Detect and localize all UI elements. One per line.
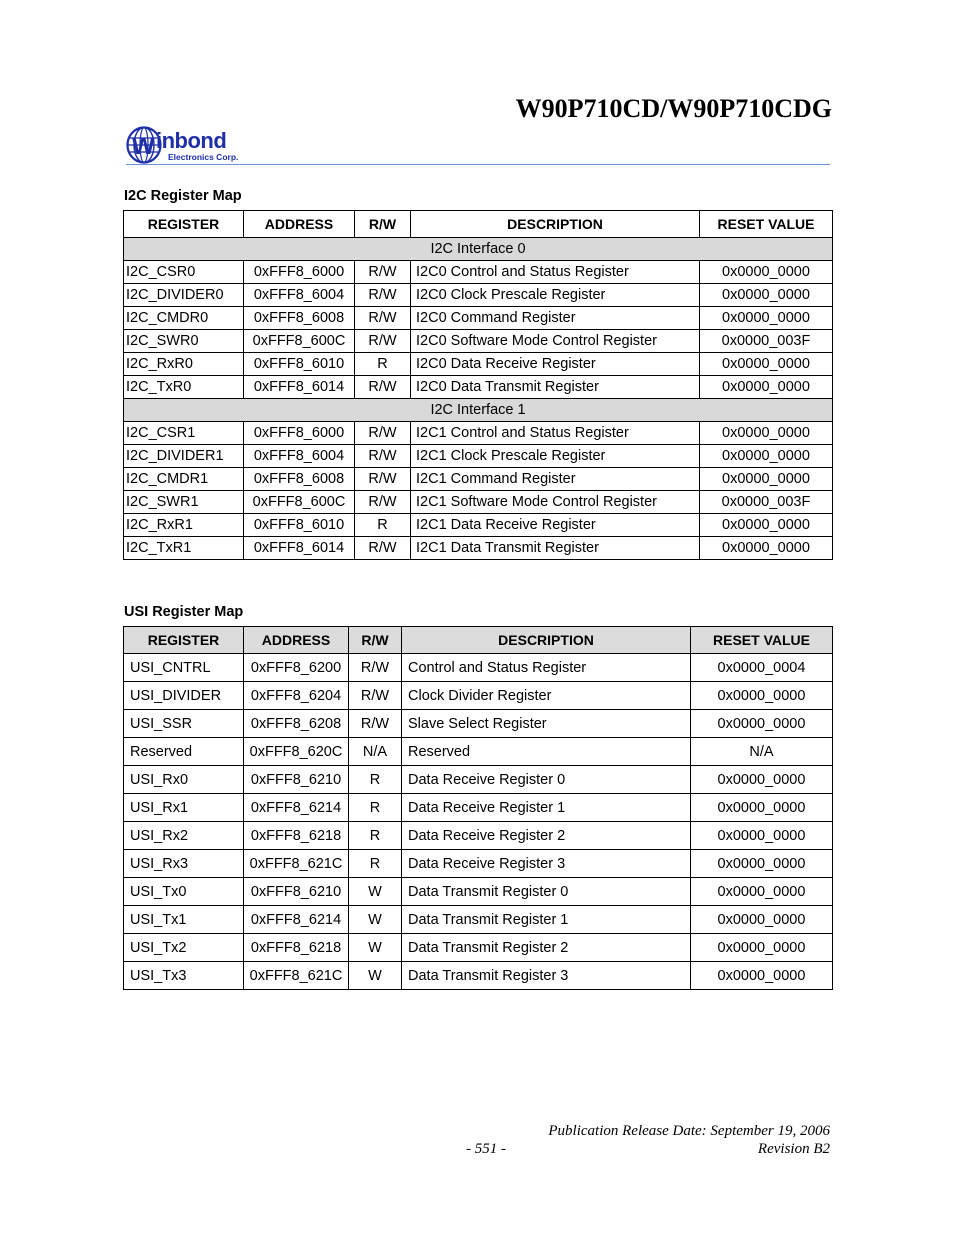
cell-rw: R/W bbox=[349, 654, 402, 682]
cell-description: Slave Select Register bbox=[402, 710, 691, 738]
cell-register: USI_Rx0 bbox=[124, 766, 244, 794]
cell-register: I2C_RxR1 bbox=[124, 514, 244, 537]
cell-description: I2C0 Clock Prescale Register bbox=[411, 284, 700, 307]
cell-register: I2C_SWR1 bbox=[124, 491, 244, 514]
cell-rw: R/W bbox=[355, 537, 411, 560]
cell-description: I2C1 Software Mode Control Register bbox=[411, 491, 700, 514]
cell-register: I2C_CMDR0 bbox=[124, 307, 244, 330]
cell-reset-value: 0x0000_0000 bbox=[700, 422, 833, 445]
cell-register: I2C_CMDR1 bbox=[124, 468, 244, 491]
cell-register: I2C_TxR0 bbox=[124, 376, 244, 399]
logo-subtitle: Electronics Corp. bbox=[168, 152, 239, 162]
cell-description: I2C1 Command Register bbox=[411, 468, 700, 491]
table-row bbox=[124, 710, 833, 738]
cell-description: Control and Status Register bbox=[402, 654, 691, 682]
publication-date: Publication Release Date: September 19, 2006 bbox=[548, 1123, 830, 1139]
col-description: DESCRIPTION bbox=[402, 627, 691, 654]
cell-register: USI_SSR bbox=[124, 710, 244, 738]
cell-rw: W bbox=[349, 906, 402, 934]
cell-description: I2C1 Data Receive Register bbox=[411, 514, 700, 537]
table-header-row bbox=[124, 627, 833, 654]
cell-reset-value: 0x0000_0000 bbox=[691, 906, 833, 934]
table-header-row bbox=[124, 211, 833, 238]
col-description: DESCRIPTION bbox=[411, 211, 700, 238]
usi-section-title: USI Register Map bbox=[124, 604, 244, 620]
table-row bbox=[124, 654, 833, 682]
table-row bbox=[124, 330, 833, 353]
cell-rw: R/W bbox=[355, 376, 411, 399]
cell-register: USI_Tx1 bbox=[124, 906, 244, 934]
cell-register: USI_DIVIDER bbox=[124, 682, 244, 710]
table-row bbox=[124, 353, 833, 376]
cell-rw: R bbox=[349, 766, 402, 794]
table-row bbox=[124, 794, 833, 822]
table-row bbox=[124, 682, 833, 710]
cell-address: 0xFFF8_6218 bbox=[244, 934, 349, 962]
usi-register-table bbox=[123, 626, 833, 990]
cell-address: 0xFFF8_6008 bbox=[244, 468, 355, 491]
cell-reset-value: 0x0000_0000 bbox=[691, 962, 833, 990]
cell-reset-value: 0x0000_003F bbox=[700, 491, 833, 514]
cell-reset-value: 0x0000_0000 bbox=[700, 376, 833, 399]
group-header-row bbox=[124, 399, 833, 422]
cell-address: 0xFFF8_6004 bbox=[244, 284, 355, 307]
group-header-row bbox=[124, 238, 833, 261]
cell-reset-value: 0x0000_0000 bbox=[691, 794, 833, 822]
cell-address: 0xFFF8_600C bbox=[244, 491, 355, 514]
i2c-section-title: I2C Register Map bbox=[124, 188, 242, 204]
cell-rw: R/W bbox=[355, 330, 411, 353]
cell-rw: R bbox=[355, 353, 411, 376]
group-label: I2C Interface 1 bbox=[124, 399, 833, 422]
table-row bbox=[124, 284, 833, 307]
col-reset-value: RESET VALUE bbox=[700, 211, 833, 238]
cell-reset-value: 0x0000_0000 bbox=[691, 766, 833, 794]
table-row bbox=[124, 468, 833, 491]
cell-address: 0xFFF8_6014 bbox=[244, 376, 355, 399]
document-title: W90P710CD/W90P710CDG bbox=[515, 94, 832, 123]
cell-reset-value: 0x0000_0000 bbox=[700, 284, 833, 307]
cell-address: 0xFFF8_621C bbox=[244, 850, 349, 878]
cell-register: I2C_CSR0 bbox=[124, 261, 244, 284]
cell-rw: W bbox=[349, 934, 402, 962]
table-row bbox=[124, 445, 833, 468]
table-row bbox=[124, 537, 833, 560]
cell-register: USI_Rx3 bbox=[124, 850, 244, 878]
cell-description: Data Transmit Register 0 bbox=[402, 878, 691, 906]
cell-description: Data Transmit Register 3 bbox=[402, 962, 691, 990]
cell-reset-value: 0x0000_0000 bbox=[700, 537, 833, 560]
cell-reset-value: 0x0000_0000 bbox=[700, 307, 833, 330]
cell-rw: R/W bbox=[355, 445, 411, 468]
cell-rw: R/W bbox=[355, 468, 411, 491]
col-register: REGISTER bbox=[124, 211, 244, 238]
table-row bbox=[124, 738, 833, 766]
cell-description: Data Transmit Register 2 bbox=[402, 934, 691, 962]
cell-register: I2C_CSR1 bbox=[124, 422, 244, 445]
cell-rw: N/A bbox=[349, 738, 402, 766]
cell-address: 0xFFF8_6008 bbox=[244, 307, 355, 330]
cell-reset-value: 0x0000_0000 bbox=[700, 468, 833, 491]
cell-reset-value: N/A bbox=[691, 738, 833, 766]
cell-rw: R/W bbox=[355, 491, 411, 514]
cell-reset-value: 0x0000_0000 bbox=[700, 353, 833, 376]
cell-rw: R/W bbox=[355, 261, 411, 284]
cell-description: I2C0 Software Mode Control Register bbox=[411, 330, 700, 353]
logo-wordmark: inbond bbox=[156, 128, 227, 153]
cell-address: 0xFFF8_6000 bbox=[244, 261, 355, 284]
table-row bbox=[124, 261, 833, 284]
table-row bbox=[124, 934, 833, 962]
revision: Revision B2 bbox=[757, 1141, 830, 1157]
cell-address: 0xFFF8_6214 bbox=[244, 794, 349, 822]
cell-rw: W bbox=[349, 962, 402, 990]
cell-register: USI_Rx2 bbox=[124, 822, 244, 850]
col-rw: R/W bbox=[355, 211, 411, 238]
cell-rw: R/W bbox=[355, 422, 411, 445]
cell-description: I2C0 Data Transmit Register bbox=[411, 376, 700, 399]
table-row bbox=[124, 514, 833, 537]
cell-register: Reserved bbox=[124, 738, 244, 766]
cell-description: I2C0 Control and Status Register bbox=[411, 261, 700, 284]
cell-address: 0xFFF8_6200 bbox=[244, 654, 349, 682]
winbond-logo bbox=[126, 125, 256, 167]
table-row bbox=[124, 491, 833, 514]
cell-address: 0xFFF8_6204 bbox=[244, 682, 349, 710]
cell-register: I2C_RxR0 bbox=[124, 353, 244, 376]
cell-address: 0xFFF8_6014 bbox=[244, 537, 355, 560]
cell-reset-value: 0x0000_0004 bbox=[691, 654, 833, 682]
table-row bbox=[124, 422, 833, 445]
logo-initial: W bbox=[132, 133, 155, 160]
table-row bbox=[124, 906, 833, 934]
cell-reset-value: 0x0000_0000 bbox=[700, 514, 833, 537]
cell-rw: R bbox=[349, 822, 402, 850]
cell-register: I2C_SWR0 bbox=[124, 330, 244, 353]
cell-address: 0xFFF8_621C bbox=[244, 962, 349, 990]
cell-register: I2C_DIVIDER0 bbox=[124, 284, 244, 307]
cell-register: USI_Rx1 bbox=[124, 794, 244, 822]
table-row bbox=[124, 878, 833, 906]
cell-description: I2C1 Clock Prescale Register bbox=[411, 445, 700, 468]
cell-reset-value: 0x0000_0000 bbox=[691, 710, 833, 738]
col-register: REGISTER bbox=[124, 627, 244, 654]
cell-address: 0xFFF8_6004 bbox=[244, 445, 355, 468]
cell-rw: R/W bbox=[349, 682, 402, 710]
cell-reset-value: 0x0000_0000 bbox=[700, 445, 833, 468]
cell-register: I2C_TxR1 bbox=[124, 537, 244, 560]
cell-register: USI_CNTRL bbox=[124, 654, 244, 682]
table-row bbox=[124, 962, 833, 990]
cell-address: 0xFFF8_6210 bbox=[244, 878, 349, 906]
cell-rw: R bbox=[355, 514, 411, 537]
cell-address: 0xFFF8_6010 bbox=[244, 353, 355, 376]
cell-description: Clock Divider Register bbox=[402, 682, 691, 710]
cell-rw: R/W bbox=[355, 307, 411, 330]
cell-description: Data Receive Register 1 bbox=[402, 794, 691, 822]
cell-rw: R bbox=[349, 850, 402, 878]
cell-description: Data Transmit Register 1 bbox=[402, 906, 691, 934]
cell-register: I2C_DIVIDER1 bbox=[124, 445, 244, 468]
cell-rw: R bbox=[349, 794, 402, 822]
cell-reset-value: 0x0000_0000 bbox=[691, 934, 833, 962]
cell-reset-value: 0x0000_0000 bbox=[691, 682, 833, 710]
table-row bbox=[124, 307, 833, 330]
cell-description: I2C1 Control and Status Register bbox=[411, 422, 700, 445]
cell-reset-value: 0x0000_0000 bbox=[691, 850, 833, 878]
cell-description: Data Receive Register 3 bbox=[402, 850, 691, 878]
header-rule bbox=[126, 164, 830, 165]
cell-rw: W bbox=[349, 878, 402, 906]
table-row bbox=[124, 766, 833, 794]
cell-address: 0xFFF8_600C bbox=[244, 330, 355, 353]
col-rw: R/W bbox=[349, 627, 402, 654]
cell-address: 0xFFF8_6208 bbox=[244, 710, 349, 738]
table-row bbox=[124, 850, 833, 878]
cell-reset-value: 0x0000_0000 bbox=[691, 822, 833, 850]
cell-rw: R/W bbox=[355, 284, 411, 307]
cell-description: I2C0 Data Receive Register bbox=[411, 353, 700, 376]
cell-register: USI_Tx0 bbox=[124, 878, 244, 906]
cell-rw: R/W bbox=[349, 710, 402, 738]
cell-description: I2C0 Command Register bbox=[411, 307, 700, 330]
cell-reset-value: 0x0000_0000 bbox=[700, 261, 833, 284]
col-address: ADDRESS bbox=[244, 627, 349, 654]
cell-description: Data Receive Register 0 bbox=[402, 766, 691, 794]
col-reset-value: RESET VALUE bbox=[691, 627, 833, 654]
cell-register: USI_Tx3 bbox=[124, 962, 244, 990]
cell-description: I2C1 Data Transmit Register bbox=[411, 537, 700, 560]
col-address: ADDRESS bbox=[244, 211, 355, 238]
cell-description: Data Receive Register 2 bbox=[402, 822, 691, 850]
table-row bbox=[124, 822, 833, 850]
cell-address: 0xFFF8_6010 bbox=[244, 514, 355, 537]
table-row bbox=[124, 376, 833, 399]
cell-address: 0xFFF8_6000 bbox=[244, 422, 355, 445]
cell-description: Reserved bbox=[402, 738, 691, 766]
cell-address: 0xFFF8_6210 bbox=[244, 766, 349, 794]
group-label: I2C Interface 0 bbox=[124, 238, 833, 261]
cell-register: USI_Tx2 bbox=[124, 934, 244, 962]
i2c-register-table bbox=[123, 210, 833, 560]
cell-address: 0xFFF8_6218 bbox=[244, 822, 349, 850]
page-number: - 551 - bbox=[466, 1141, 506, 1157]
cell-address: 0xFFF8_620C bbox=[244, 738, 349, 766]
cell-reset-value: 0x0000_003F bbox=[700, 330, 833, 353]
cell-address: 0xFFF8_6214 bbox=[244, 906, 349, 934]
cell-reset-value: 0x0000_0000 bbox=[691, 878, 833, 906]
